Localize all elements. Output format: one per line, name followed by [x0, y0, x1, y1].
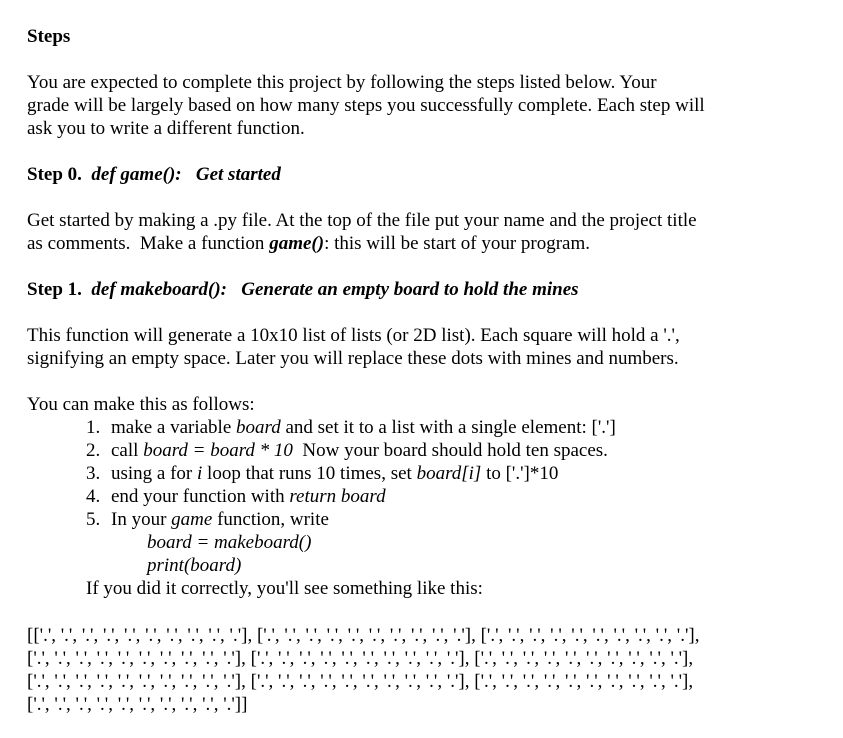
- output-line-1: [['.', '.', '.', '.', '.', '.', '.', '.', '.', '.'], ['.', '.', '.', '.', '.', '.', '.', '.', '.', '.'], ['.', '.', '.', '.', '.', '.', '.', '.', '.', '.'],: [27, 625, 700, 646]
- step0-para-func: game(): [269, 233, 325, 254]
- list-text: function, write: [212, 509, 329, 530]
- step0-title: Get started: [181, 164, 281, 185]
- step0-para-post: : this will be start of your program.: [324, 233, 591, 254]
- step1-label: Step 1.: [27, 279, 92, 300]
- list-number: 4.: [86, 486, 101, 507]
- list-text: end your function with: [111, 486, 290, 507]
- step0-func: def game():: [91, 164, 182, 185]
- list-emphasis: board[i]: [416, 463, 482, 484]
- list-item-4: [86, 485, 386, 508]
- follows-text: You can make this as follows:: [27, 394, 255, 415]
- step0-heading: [27, 163, 281, 186]
- list-number: 3.: [86, 463, 101, 484]
- list-number: 5.: [86, 509, 101, 530]
- intro-line-3: ask you to write a different function.: [27, 118, 305, 139]
- list-item-3: [86, 462, 558, 485]
- list-number: 2.: [86, 440, 101, 461]
- result-text: If you did it correctly, you'll see something like this:: [86, 578, 483, 599]
- intro-line-2: grade will be largely based on how many steps you successfully complete. Each step will: [27, 95, 705, 116]
- step1-heading: [27, 278, 579, 301]
- code-line-2: print(board): [147, 555, 242, 576]
- step0-label: Step 0.: [27, 164, 92, 185]
- list-item-2: [86, 439, 608, 462]
- list-text: and set it to a list with a single element: ['.']: [280, 417, 616, 438]
- step0-para-line-1: Get started by making a .py file. At the top of the file put your name and the project title: [27, 210, 697, 231]
- list-emphasis: board: [236, 417, 281, 438]
- step1-title: Generate an empty board to hold the mines: [227, 279, 579, 300]
- list-emphasis: i: [197, 463, 203, 484]
- list-text: In your: [111, 509, 172, 530]
- section-heading: Steps: [27, 26, 71, 47]
- output-line-2: ['.', '.', '.', '.', '.', '.', '.', '.', '.', '.'], ['.', '.', '.', '.', '.', '.', '.', '.', '.', '.'], ['.', '.', '.', '.', '.', '.', '.', '.', '.', '.'],: [27, 648, 694, 669]
- step0-para-pre: as comments. Make a function: [27, 233, 270, 254]
- step0-para-line-2: [27, 232, 590, 255]
- list-emphasis: return board: [289, 486, 386, 507]
- list-number: 1.: [86, 417, 101, 438]
- step1-para-line-1: This function will generate a 10x10 list of lists (or 2D list). Each square will hold a '.',: [27, 325, 680, 346]
- list-text: call: [111, 440, 144, 461]
- list-text: Now your board should hold ten spaces.: [292, 440, 608, 461]
- list-emphasis: game: [171, 509, 213, 530]
- list-text: make a variable: [111, 417, 237, 438]
- list-item-5: [86, 508, 329, 531]
- list-text: loop that runs 10 times, set: [202, 463, 417, 484]
- intro-line-1: You are expected to complete this project by following the steps listed below. Your: [27, 72, 657, 93]
- code-line-1: board = makeboard(): [147, 532, 312, 553]
- list-item-1: [86, 416, 616, 439]
- list-emphasis: board = board * 10: [143, 440, 293, 461]
- list-text: to ['.']*10: [481, 463, 559, 484]
- output-line-4: ['.', '.', '.', '.', '.', '.', '.', '.', '.', '.']]: [27, 694, 248, 715]
- step1-func: def makeboard():: [91, 279, 228, 300]
- list-text: using a for: [111, 463, 198, 484]
- output-line-3: ['.', '.', '.', '.', '.', '.', '.', '.', '.', '.'], ['.', '.', '.', '.', '.', '.', '.', '.', '.', '.'], ['.', '.', '.', '.', '.', '.', '.', '.', '.', '.'],: [27, 671, 694, 692]
- step1-para-line-2: signifying an empty space. Later you will replace these dots with mines and numbers.: [27, 348, 679, 369]
